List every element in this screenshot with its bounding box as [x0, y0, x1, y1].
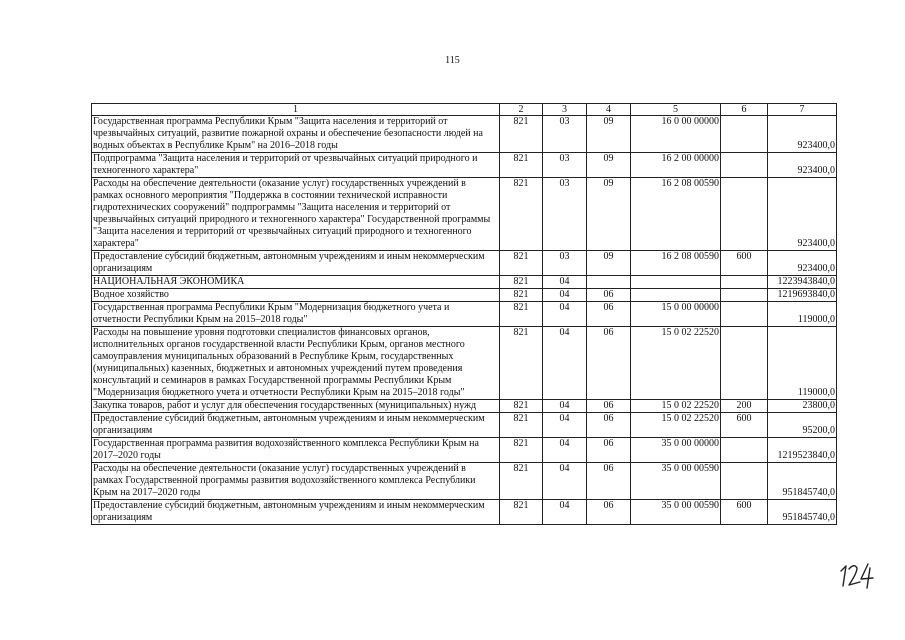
row-amount: 119000,0	[768, 302, 837, 327]
row-code-2: 821	[500, 438, 543, 463]
row-description: Предоставление субсидий бюджетным, автономным учреждениям и иным некоммерческим организациям	[92, 251, 500, 276]
row-code-4: 09	[587, 178, 631, 251]
row-code-3: 04	[543, 276, 587, 289]
row-code-5: 15 0 02 22520	[631, 413, 721, 438]
row-description: Водное хозяйство	[92, 289, 500, 302]
table-row	[92, 463, 837, 500]
row-code-4: 06	[587, 400, 631, 413]
row-description: Государственная программа Республики Крым "Защита населения и территорий от чрезвычайных ситуаций, развитие пожарной охраны и обеспечение безопасности людей на водных объектах в Республике Крым" на 2016–2018 годы	[92, 116, 500, 153]
row-code-4: 06	[587, 327, 631, 400]
row-amount: 95200,0	[768, 413, 837, 438]
row-amount: 923400,0	[768, 251, 837, 276]
row-description: Расходы на обеспечение деятельности (оказание услуг) государственных учреждений в рамках основного мероприятия "Поддержка в состоянии технической исправности гидротехнических сооружений" подпрограммы "Защита населения и территорий от чрезвычайных ситуаций природного и техногенного характера" Государственной программы "Защита населения и территорий от чрезвычайных ситуаций природного и техногенного характера"	[92, 178, 500, 251]
row-code-6: 600	[721, 500, 768, 525]
row-code-3: 03	[543, 178, 587, 251]
row-amount: 1219693840,0	[768, 289, 837, 302]
row-code-4: 06	[587, 463, 631, 500]
row-code-6	[721, 327, 768, 400]
row-description: Предоставление субсидий бюджетным, автономным учреждениям и иным некоммерческим организациям	[92, 413, 500, 438]
row-code-2: 821	[500, 251, 543, 276]
row-description: Подпрограмма "Защита населения и территорий от чрезвычайных ситуаций природного и техногенного характера"	[92, 153, 500, 178]
table-row	[92, 251, 837, 276]
row-code-6	[721, 178, 768, 251]
row-code-4: 06	[587, 302, 631, 327]
row-code-2: 821	[500, 463, 543, 500]
budget-table	[91, 103, 837, 525]
row-amount: 923400,0	[768, 178, 837, 251]
row-code-4: 06	[587, 500, 631, 525]
row-code-5	[631, 276, 721, 289]
row-code-2: 821	[500, 500, 543, 525]
page-number: 115	[445, 55, 460, 66]
row-code-6	[721, 289, 768, 302]
row-code-6	[721, 276, 768, 289]
table-row	[92, 178, 837, 251]
row-code-3: 03	[543, 116, 587, 153]
row-description: Государственная программа Республики Крым "Модернизация бюджетного учета и отчетности Республики Крым на 2015–2018 годы"	[92, 302, 500, 327]
row-code-5: 16 2 08 00590	[631, 178, 721, 251]
row-code-5: 16 2 00 00000	[631, 153, 721, 178]
row-description: Закупка товаров, работ и услуг для обеспечения государственных (муниципальных) нужд	[92, 400, 500, 413]
row-code-5: 15 0 02 22520	[631, 327, 721, 400]
row-amount: 923400,0	[768, 116, 837, 153]
column-header: 2	[500, 104, 543, 116]
row-amount: 951845740,0	[768, 463, 837, 500]
row-code-3: 03	[543, 251, 587, 276]
row-code-3: 04	[543, 400, 587, 413]
table-row	[92, 413, 837, 438]
table-row	[92, 400, 837, 413]
row-code-6	[721, 463, 768, 500]
row-code-5	[631, 289, 721, 302]
row-amount: 23800,0	[768, 400, 837, 413]
row-code-4	[587, 276, 631, 289]
row-amount: 923400,0	[768, 153, 837, 178]
row-code-2: 821	[500, 276, 543, 289]
row-amount: 1219523840,0	[768, 438, 837, 463]
row-description: Расходы на повышение уровня подготовки специалистов финансовых органов, исполнительных органов государственной власти Республики Крым, органов местного самоуправления муниципальных образований в Республике Крым, государственных (муниципальных) казенных, бюджетных и автономных учреждений путем проведения консультаций и семинаров в рамках Государственной программы Республики Крым "Модернизация бюджетного учета и отчетности Республики Крым на 2015–2018 годы"	[92, 327, 500, 400]
row-amount: 951845740,0	[768, 500, 837, 525]
table-row	[92, 116, 837, 153]
row-code-4: 09	[587, 251, 631, 276]
row-code-6	[721, 153, 768, 178]
table-row	[92, 276, 837, 289]
column-header: 5	[631, 104, 721, 116]
row-code-5: 16 0 00 00000	[631, 116, 721, 153]
row-code-4: 06	[587, 413, 631, 438]
row-description: Государственная программа развития водохозяйственного комплекса Республики Крым на 2017–2020 годы	[92, 438, 500, 463]
row-code-3: 04	[543, 500, 587, 525]
row-code-4: 09	[587, 153, 631, 178]
row-code-3: 04	[543, 463, 587, 500]
row-code-6	[721, 302, 768, 327]
column-header: 3	[543, 104, 587, 116]
table-row	[92, 302, 837, 327]
row-code-3: 03	[543, 153, 587, 178]
row-code-3: 04	[543, 289, 587, 302]
row-code-5: 35 0 00 00000	[631, 438, 721, 463]
row-code-6: 200	[721, 400, 768, 413]
table-header-row	[92, 104, 837, 116]
row-code-2: 821	[500, 400, 543, 413]
table-row	[92, 500, 837, 525]
row-description: Предоставление субсидий бюджетным, автономным учреждениям и иным некоммерческим организациям	[92, 500, 500, 525]
row-code-2: 821	[500, 289, 543, 302]
row-code-4: 06	[587, 438, 631, 463]
table-row	[92, 438, 837, 463]
row-code-3: 04	[543, 327, 587, 400]
table-body	[92, 104, 837, 525]
row-code-6	[721, 116, 768, 153]
row-code-5: 15 0 00 00000	[631, 302, 721, 327]
column-header: 4	[587, 104, 631, 116]
handwritten-page-note	[838, 560, 876, 590]
row-code-4: 09	[587, 116, 631, 153]
row-code-6: 600	[721, 251, 768, 276]
row-amount: 1223943840,0	[768, 276, 837, 289]
column-header: 7	[768, 104, 837, 116]
column-header: 6	[721, 104, 768, 116]
row-code-3: 04	[543, 438, 587, 463]
row-code-5: 35 0 00 00590	[631, 463, 721, 500]
row-code-3: 04	[543, 302, 587, 327]
row-amount: 119000,0	[768, 327, 837, 400]
row-code-6	[721, 438, 768, 463]
row-code-5: 35 0 00 00590	[631, 500, 721, 525]
row-description: НАЦИОНАЛЬНАЯ ЭКОНОМИКА	[92, 276, 500, 289]
row-code-3: 04	[543, 413, 587, 438]
row-code-6: 600	[721, 413, 768, 438]
row-code-2: 821	[500, 116, 543, 153]
row-code-2: 821	[500, 153, 543, 178]
row-code-2: 821	[500, 302, 543, 327]
row-code-5: 15 0 02 22520	[631, 400, 721, 413]
table-row	[92, 327, 837, 400]
table-row	[92, 153, 837, 178]
row-code-2: 821	[500, 413, 543, 438]
column-header: 1	[92, 104, 500, 116]
row-code-2: 821	[500, 327, 543, 400]
row-description: Расходы на обеспечение деятельности (оказание услуг) государственных учреждений в рамках Государственной программы развития водохозяйственного комплекса Республики Крым на 2017–2020 годы	[92, 463, 500, 500]
table-row	[92, 289, 837, 302]
row-code-5: 16 2 08 00590	[631, 251, 721, 276]
row-code-2: 821	[500, 178, 543, 251]
row-code-4: 06	[587, 289, 631, 302]
